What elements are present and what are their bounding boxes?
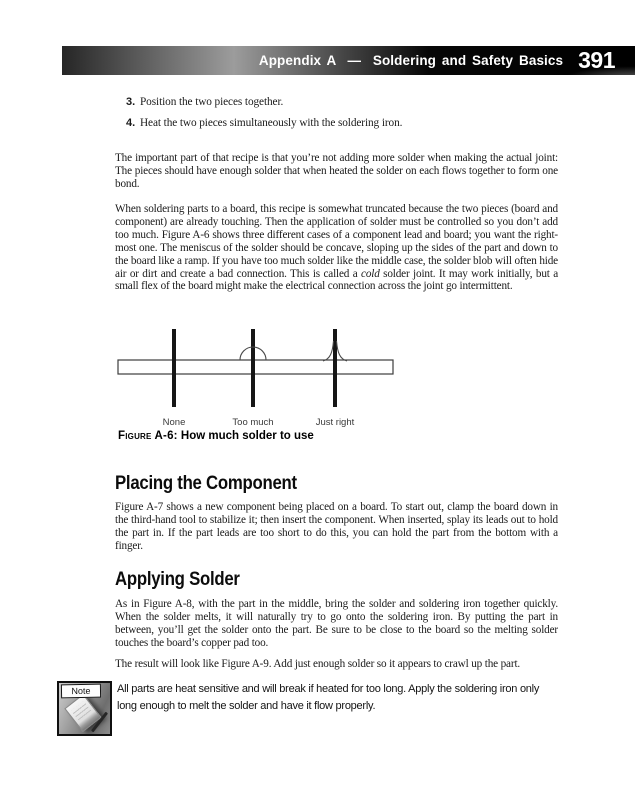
step-text: Heat the two pieces simultaneously with the soldering iron.	[140, 117, 403, 129]
step-item	[115, 96, 558, 108]
body-paragraph: As in Figure A-8, with the part in the middle, bring the solder and soldering iron together quickly. When the solder melts, it will naturally try to go onto the soldering iron. By putting the part in between, you’ll get the solder onto the part. Be sure to be close to the board so the melting solder touches the board’s copper pad too.	[115, 598, 558, 649]
solder-fillet-right	[337, 341, 348, 361]
paragraph-text: solder joint. It may work initially, but a small flex of the board might make the electrical connection across the joint go intermittent.	[115, 267, 559, 293]
solder-figure-drawing	[115, 328, 558, 430]
section-heading-placing: Placing the Component	[115, 472, 297, 494]
page-header-bar	[62, 46, 635, 75]
paragraph-text: When soldering parts to a board, this recipe is somewhat truncated because the two pieces (board and component) are already touching. Then the application of solder must be controlled so you don’t add too much. Figure A-6 shows three different cases of a component lead and board; you want the right-most one. The meniscus of the solder should be concave, sloping up the sides of the part and down to the board like a ramp. If you have too much solder like the middle case, the solder blob will often hide air or dirt and create a bad connection. This is called a	[115, 203, 558, 280]
figure-label-too-much: Too much	[232, 417, 274, 428]
body-paragraph: Figure A-7 shows a new component being placed on a board. To start out, clamp the board down in the third-hand tool to stabilize it; then insert the component. When inserted, splay its leads out to hold the part in. If the part leads are too short to do this, you can hold the part from the bottom with a finger.	[115, 501, 558, 552]
figure-board	[118, 360, 393, 374]
figure-label-none: None	[162, 417, 186, 428]
note-icon	[57, 681, 112, 736]
header-title: Appendix A — Soldering and Safety Basics	[258, 53, 564, 68]
steps-list	[115, 96, 558, 138]
step-number: 4.	[126, 117, 136, 129]
body-paragraph	[115, 203, 558, 293]
solder-fillet-left	[323, 341, 334, 361]
figure-caption	[118, 430, 558, 442]
page-number: 391	[578, 47, 615, 73]
note-label: Note	[61, 684, 101, 699]
body-paragraph: The important part of that recipe is that you’re not adding more solder when making the actual joint: The pieces should have enough solder that when heated the solder on each flows together to form one bond.	[115, 152, 558, 190]
section-heading-applying: Applying Solder	[115, 568, 240, 590]
step-number: 3.	[126, 96, 136, 108]
figure-caption-text: How much solder to use	[180, 430, 314, 442]
body-paragraph: The result will look like Figure A-9. Add just enough solder so it appears to crawl up the part.	[115, 658, 521, 670]
solder-figure	[115, 328, 558, 430]
italic-term: cold	[361, 267, 380, 280]
figure-label-just-right: Just right	[315, 417, 355, 428]
note-box	[71, 681, 558, 741]
note-text: All parts are heat sensitive and will break if heated for too long. Apply the soldering iron only long enough to melt the solder and have it flow properly.	[117, 683, 540, 712]
step-text: Position the two pieces together.	[140, 96, 284, 108]
page-content	[71, 88, 559, 800]
figure-caption-label: Figure A-6:	[118, 430, 178, 442]
step-item	[115, 117, 558, 129]
